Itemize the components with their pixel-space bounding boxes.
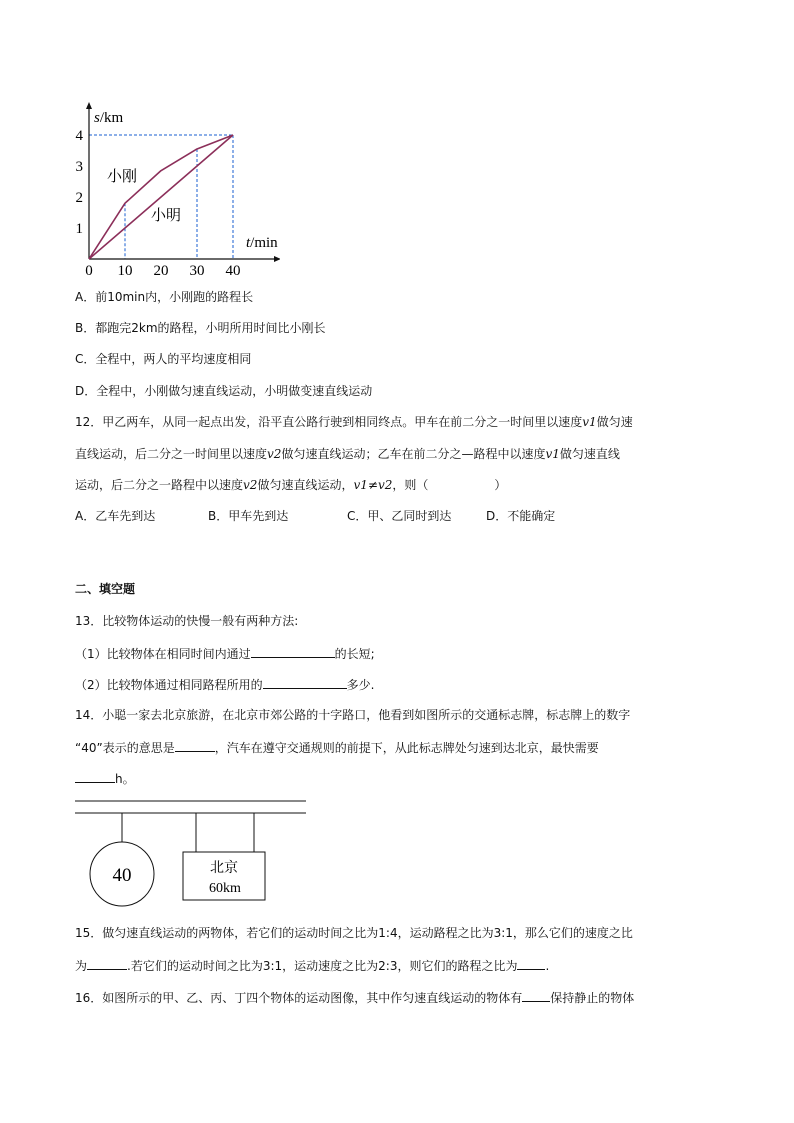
y-tick-label: 1 xyxy=(75,221,83,237)
q14-text-3b: h。 xyxy=(115,772,135,786)
q12-line-1 xyxy=(75,415,633,429)
answer-blank[interactable] xyxy=(263,677,347,689)
v2-symbol: v2 xyxy=(243,478,258,492)
q12-text-3c: ，则（ xyxy=(392,478,429,492)
section-title: 二、填空题 xyxy=(75,582,136,596)
series-lines xyxy=(89,135,233,259)
q12-text-2a: 直线运动，后二分之一时间里以速度 xyxy=(75,447,268,461)
y-axis-label xyxy=(94,110,124,126)
q12-text-1-end: 做匀速 xyxy=(596,415,633,429)
y-axis-arrow xyxy=(86,102,92,109)
q12-text-2b: 做匀速直线运动；乙车在前二分之—路程中以速度 xyxy=(281,447,546,461)
v1-symbol: v1 xyxy=(545,447,560,461)
q12-line-3 xyxy=(75,478,506,492)
q15-line-1: 15．做匀速直线运动的两物体，若它们的运动时间之比为1:4，运动路程之比为3:1，那么它们的速度之比 xyxy=(75,926,633,940)
q12-text-3a: 运动，后二分之一路程中以速度 xyxy=(75,478,244,492)
q16-text-1a: 16．如图所示的甲、乙、丙、丁四个物体的运动图像，其中作匀速直线运动的物体有 xyxy=(75,991,523,1005)
q14-text-2b: ，汽车在遵守交通规则的前提下，从此标志牌处匀速到达北京，最快需要 xyxy=(214,741,599,755)
v2-symbol: v2 xyxy=(267,447,282,461)
series-label-xiaoming: 小明 xyxy=(151,206,182,224)
y-tick-label: 4 xyxy=(75,128,83,144)
q13-part-1-text-b: 的长短; xyxy=(334,647,375,661)
answer-blank[interactable] xyxy=(175,740,215,752)
x-tick-label: 20 xyxy=(153,263,169,275)
q13-part-2 xyxy=(75,677,374,692)
q13-stem: 13．比较物体运动的快慢一般有两种方法: xyxy=(75,614,299,628)
answer-blank[interactable] xyxy=(517,958,545,970)
v1-symbol: v1 xyxy=(353,478,368,492)
v1-symbol: v1 xyxy=(582,415,597,429)
q12-option-a: A．乙车先到达 xyxy=(75,509,156,523)
q15-text-2c: . xyxy=(545,959,550,973)
q14-text-2a: “40”表示的意思是 xyxy=(75,741,175,755)
q15-text-2b: .若它们的运动时间之比为3:1，运动速度之比为2:3，则它们的路程之比为 xyxy=(127,959,518,973)
x-tick-label: 30 xyxy=(189,263,205,275)
origin-label: 0 xyxy=(85,263,93,275)
q13-part-2-text-a: （2）比较物体通过相同路程所用的 xyxy=(75,678,263,692)
q13-part-1-text-a: （1）比较物体在相同时间内通过 xyxy=(75,647,251,661)
x-axis-arrow xyxy=(274,256,280,262)
q12-line-2 xyxy=(75,447,620,461)
distance-value: 60km xyxy=(209,881,241,896)
q11-option-d: D．全程中，小刚做匀速直线运动，小明做变速直线运动 xyxy=(75,384,373,398)
q11-option-c: C．全程中，两人的平均速度相同 xyxy=(75,352,252,366)
v2-symbol: v2 xyxy=(377,478,393,492)
q14-line-1: 14．小聪一家去北京旅游，在北京市郊公路的十字路口，他看到如图所示的交通标志牌，标志牌上的数字 xyxy=(75,708,631,722)
not-equal-symbol: ≠ xyxy=(367,478,378,492)
answer-blank[interactable] xyxy=(75,771,115,783)
x-axis-label xyxy=(246,235,278,251)
answer-blank[interactable] xyxy=(87,958,127,970)
q16-text-1b: 保持静止的物体 xyxy=(550,991,635,1005)
q12-text-3d: ） xyxy=(494,478,507,492)
x-tick-label: 10 xyxy=(117,263,133,275)
speed-limit-value: 40 xyxy=(112,865,132,886)
destination-label: 北京 xyxy=(210,860,238,876)
y-tick-label: 2 xyxy=(75,190,83,206)
q12-text-1: 12．甲乙两车，从同一起点出发，沿平直公路行驶到相同终点。甲车在前二分之一时间里以速度 xyxy=(75,415,583,429)
series-line-1 xyxy=(89,135,233,259)
q12-option-c: C．甲、乙同时到达 xyxy=(347,509,452,523)
q15-text-2a: 为 xyxy=(75,959,88,973)
x-axis-unit: /min xyxy=(250,235,278,251)
x-axis-var: t xyxy=(246,235,251,251)
q16-line-1 xyxy=(75,990,634,1005)
q12-text-2c: 做匀速直线 xyxy=(559,447,620,461)
q13-part-1 xyxy=(75,646,375,661)
series-label-xiaogang: 小刚 xyxy=(107,167,138,185)
q14-line-3 xyxy=(75,771,135,786)
q12-option-b: B．甲车先到达 xyxy=(208,509,289,523)
q11-option-b: B．都跑完2km的路程，小明所用时间比小刚长 xyxy=(75,321,326,335)
y-axis-var: s xyxy=(94,110,100,126)
q12-text-3b: 做匀速直线运动， xyxy=(257,478,354,492)
answer-blank[interactable] xyxy=(522,990,550,1002)
q14-line-2 xyxy=(75,740,599,755)
x-tick-label: 40 xyxy=(225,263,241,275)
q13-part-2-text-b: 多少. xyxy=(346,678,375,692)
traffic-sign-figure xyxy=(70,798,320,908)
s-t-graph xyxy=(60,100,280,275)
answer-blank[interactable] xyxy=(251,646,335,658)
y-tick-label: 3 xyxy=(75,159,83,175)
q12-option-d: D．不能确定 xyxy=(486,509,556,523)
q11-option-a: A．前10min内，小刚跑的路程长 xyxy=(75,290,254,304)
y-axis-unit: /km xyxy=(99,110,124,126)
q15-line-2 xyxy=(75,958,549,973)
